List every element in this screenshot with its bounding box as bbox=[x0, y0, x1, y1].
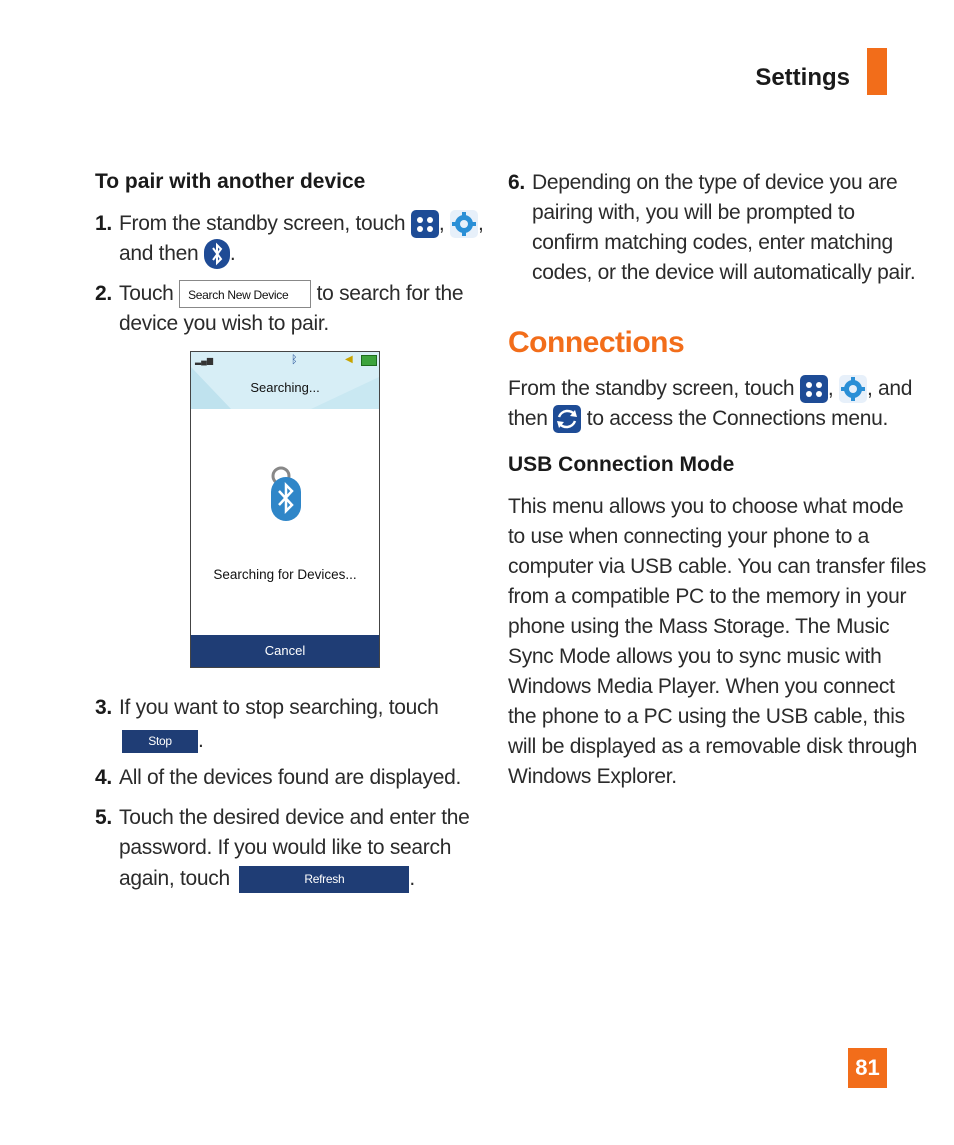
step-3 bbox=[95, 693, 475, 755]
step-5 bbox=[95, 803, 475, 895]
step-text: pairing with, you will be prompted to bbox=[532, 201, 855, 224]
usb-heading: USB Connection Mode bbox=[508, 453, 735, 476]
apps-grid-icon bbox=[411, 210, 439, 238]
settings-gear-icon bbox=[450, 210, 478, 238]
step-text: Depending on the type of device you are bbox=[532, 171, 898, 194]
paragraph-line: to use when connecting your phone to a bbox=[508, 525, 870, 548]
settings-gear-icon bbox=[839, 375, 867, 403]
step-2 bbox=[95, 279, 475, 341]
body-text: to access the Connections menu. bbox=[586, 407, 888, 430]
paragraph-line: This menu allows you to choose what mode bbox=[508, 495, 904, 518]
volume-icon: ◀ bbox=[345, 354, 353, 365]
step-number: 6. bbox=[508, 171, 525, 194]
step-text: and then bbox=[119, 242, 199, 265]
phone-title-bar bbox=[191, 352, 379, 409]
comma: , bbox=[477, 212, 484, 235]
step-number: 1. bbox=[95, 212, 112, 235]
phone-title: Searching... bbox=[250, 380, 320, 395]
comma: , bbox=[827, 377, 834, 400]
paragraph-line: Windows Explorer. bbox=[508, 765, 677, 788]
usb-paragraph bbox=[508, 492, 927, 792]
connections-title: Connections bbox=[508, 326, 685, 359]
step-text: device you wish to pair. bbox=[119, 312, 329, 335]
step-text: password. If you would like to search bbox=[119, 836, 452, 859]
connections-line-1 bbox=[508, 374, 913, 404]
phone-screenshot bbox=[190, 351, 380, 668]
comma: , bbox=[438, 212, 445, 235]
step-text: confirm matching codes, enter matching bbox=[532, 231, 893, 254]
paragraph-line: phone using the Mass Storage. The Music bbox=[508, 615, 890, 638]
bluetooth-search-icon bbox=[269, 465, 303, 523]
battery-icon bbox=[361, 355, 377, 366]
period: . bbox=[409, 867, 415, 890]
search-new-device-button[interactable]: Search New Device bbox=[179, 280, 311, 308]
pair-heading: To pair with another device bbox=[95, 170, 366, 193]
connections-line-2 bbox=[508, 404, 898, 434]
step-number: 2. bbox=[95, 282, 112, 305]
period: . bbox=[198, 729, 204, 752]
period: . bbox=[229, 242, 236, 265]
step-text: All of the devices found are displayed. bbox=[119, 766, 462, 789]
cancel-button[interactable]: Cancel bbox=[191, 635, 379, 667]
step-number: 4. bbox=[95, 766, 112, 789]
paragraph-line: the phone to a PC using the USB cable, this bbox=[508, 705, 905, 728]
section-title: Settings bbox=[755, 64, 850, 91]
body-text: From the standby screen, touch bbox=[508, 377, 795, 400]
connections-icon bbox=[553, 405, 581, 433]
paragraph-line: Sync Mode allows you to sync music with bbox=[508, 645, 882, 668]
paragraph-line: computer via USB cable. You can transfer files bbox=[508, 555, 927, 578]
step-number: 3. bbox=[95, 696, 112, 719]
step-text: to search for the bbox=[316, 282, 464, 305]
body-text: then bbox=[508, 407, 548, 430]
step-text: codes, or the device will automatically pair. bbox=[532, 261, 916, 284]
bluetooth-status-icon: ᛒ bbox=[291, 354, 298, 366]
apps-grid-icon bbox=[800, 375, 828, 403]
signal-icon: ▂▄▆ bbox=[195, 356, 213, 365]
step-6 bbox=[508, 168, 916, 292]
stop-button[interactable]: Stop bbox=[122, 730, 198, 753]
section-accent-bar bbox=[867, 48, 887, 95]
step-text: again, touch bbox=[119, 867, 230, 890]
step-text: Touch the desired device and enter the bbox=[119, 806, 470, 829]
phone-message: Searching for Devices... bbox=[213, 567, 357, 582]
paragraph-line: Windows Media Player. When you connect bbox=[508, 675, 895, 698]
page-number: 81 bbox=[848, 1048, 887, 1088]
refresh-button[interactable]: Refresh bbox=[239, 866, 409, 893]
paragraph-line: from a compatible PC to the memory in your bbox=[508, 585, 907, 608]
paragraph-line: will be displayed as a removable disk through bbox=[508, 735, 918, 758]
step-1 bbox=[95, 209, 484, 271]
step-text: From the standby screen, touch bbox=[119, 212, 406, 235]
step-number: 5. bbox=[95, 806, 112, 829]
body-text: , and bbox=[866, 377, 913, 400]
bluetooth-icon bbox=[204, 239, 230, 269]
step-text: If you want to stop searching, touch bbox=[119, 696, 439, 719]
step-text: Touch bbox=[119, 282, 174, 305]
